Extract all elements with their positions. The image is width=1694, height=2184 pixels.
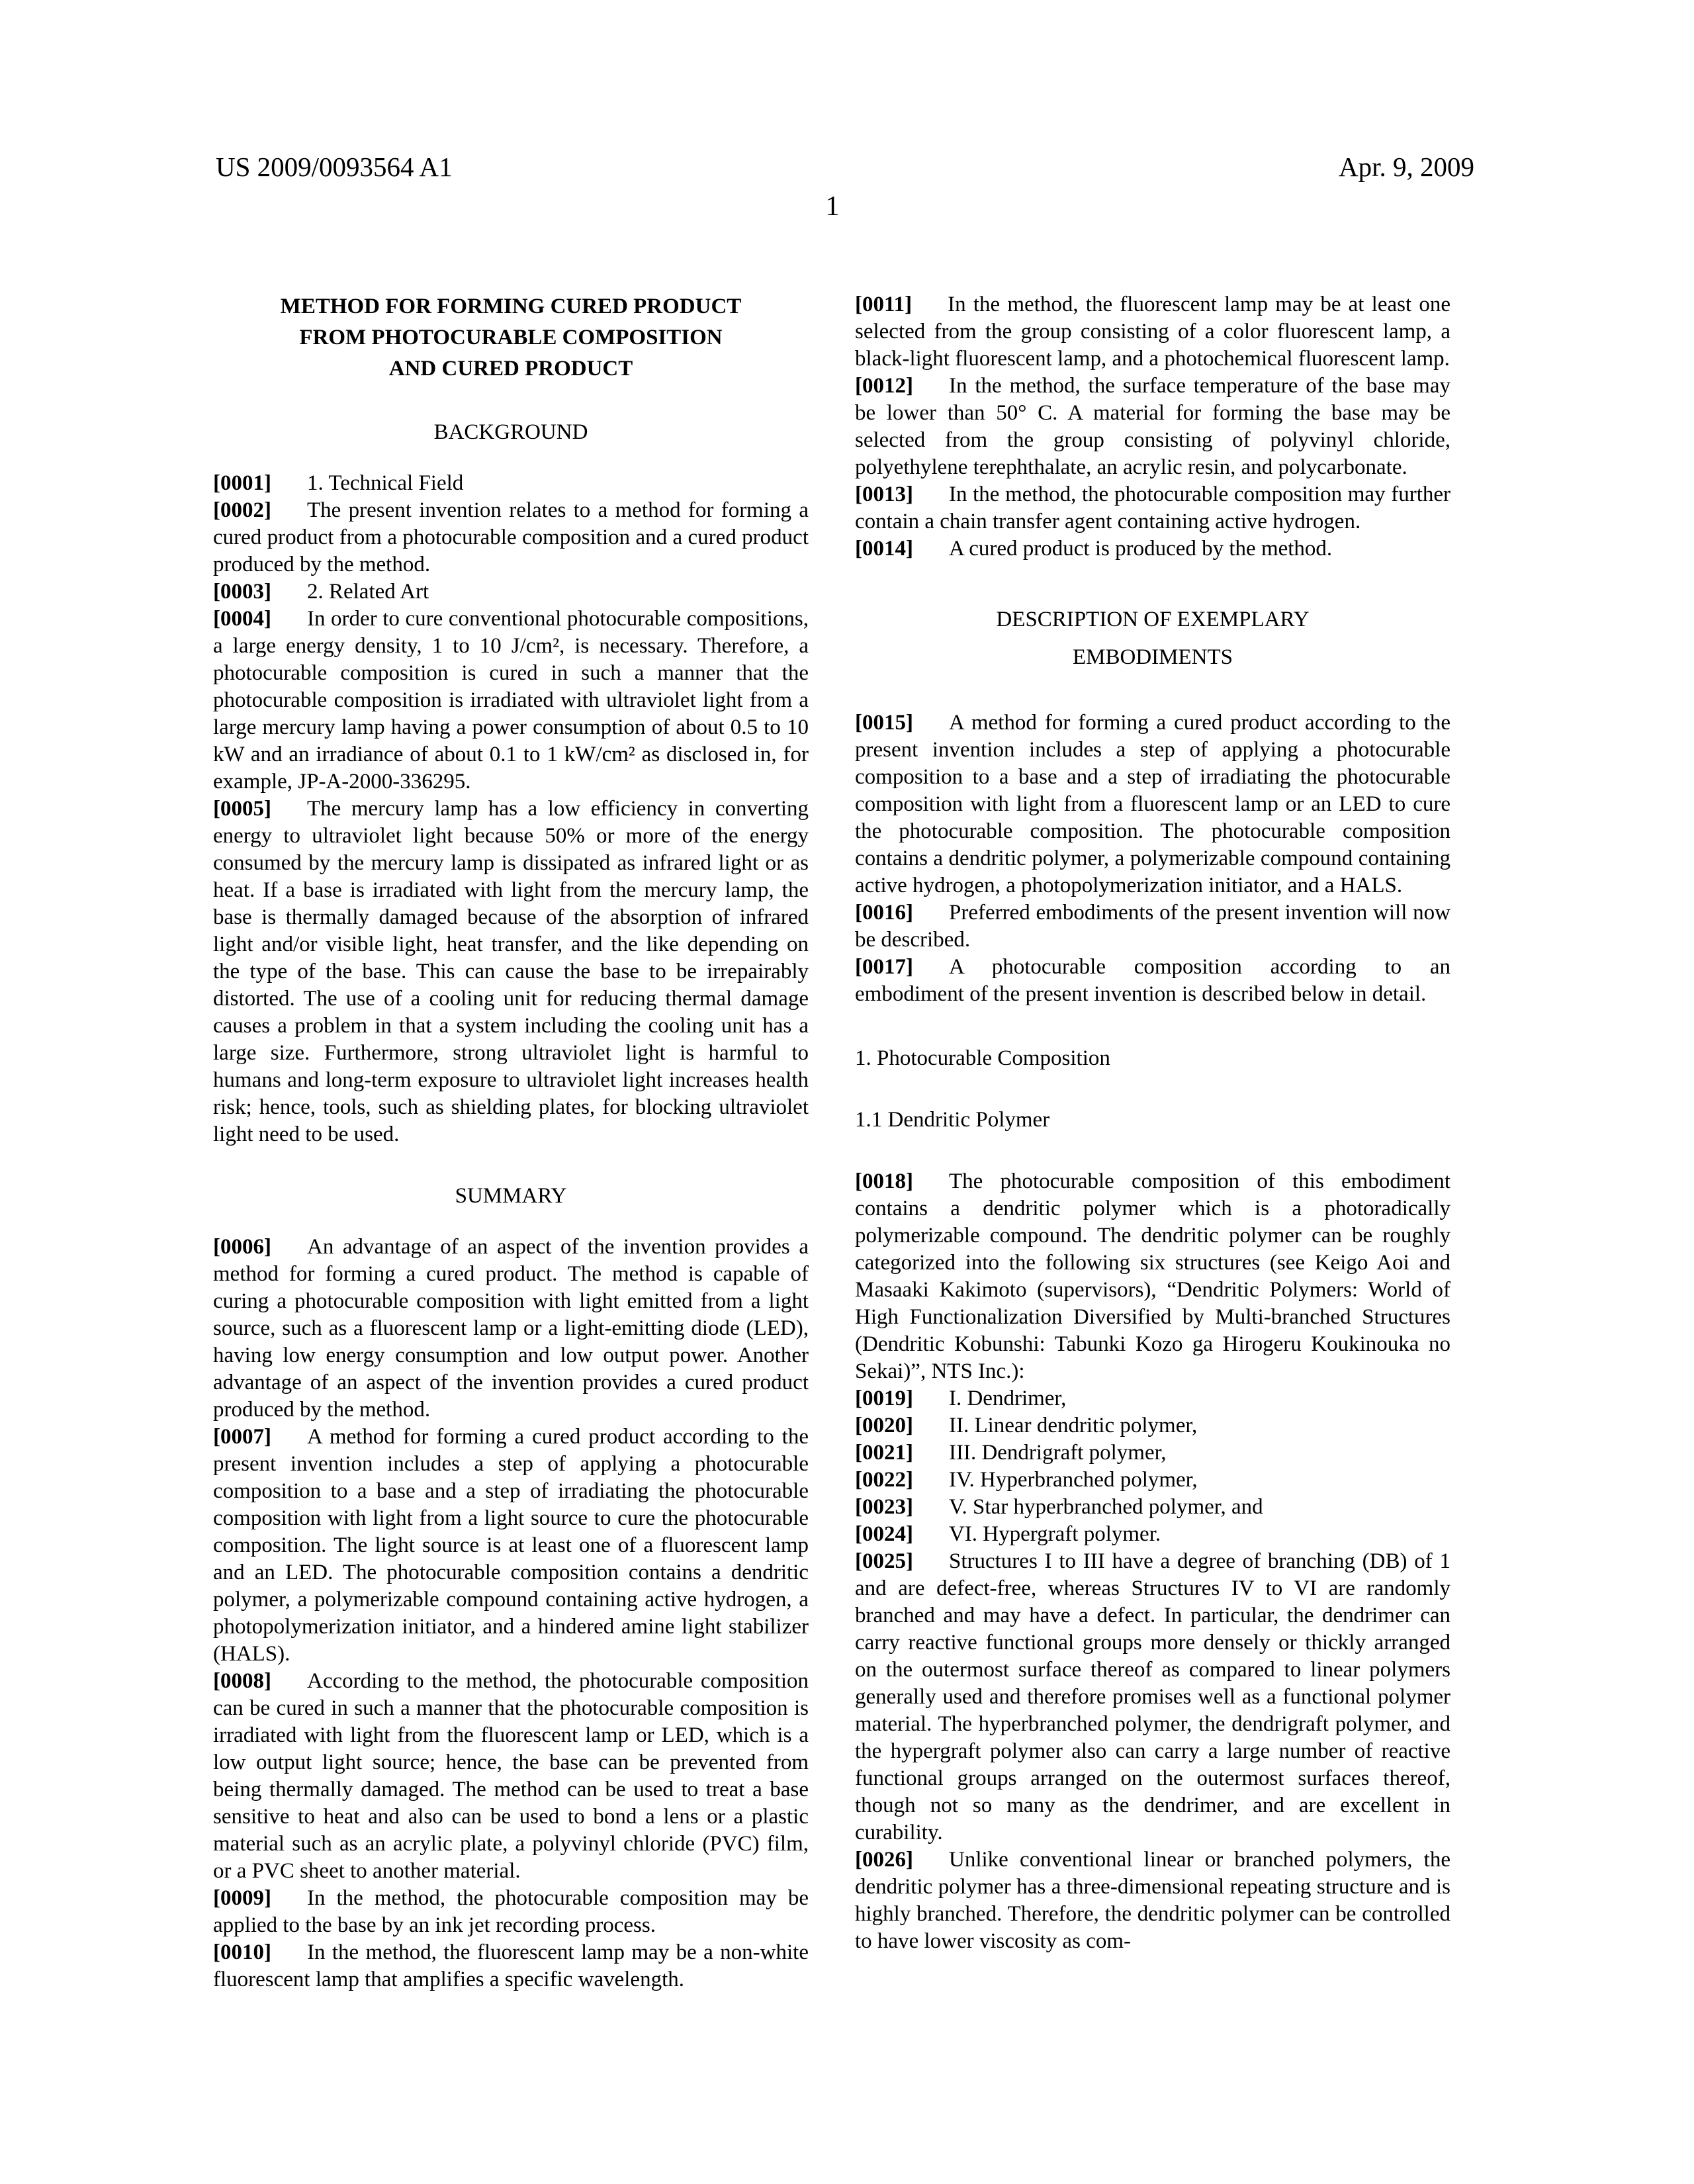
para-0024 xyxy=(855,1521,1450,1548)
paragraph-text: 1. Technical Field xyxy=(306,471,464,495)
para-0002 xyxy=(213,497,809,578)
paragraph-text: V. Star hyperbranched polymer, and xyxy=(948,1495,1263,1519)
paragraph-number: [0009] xyxy=(213,1886,271,1910)
para-0025 xyxy=(855,1548,1450,1846)
paragraph-text: A method for forming a cured product according to the present invention includes a step of applying a photocurable composition to a base and a step of irradiating the photocurable composition with light from a light source to cure the photocurable composition. The light source is at least one of a fluorescent lamp and an LED. The photocurable composition contains a dendritic polymer, a polymerizable compound containing active hydrogen, a photopolymerization initiator, and a hindered amine light stabilizer (HALS). xyxy=(213,1425,809,1666)
left-column xyxy=(213,291,809,1993)
paragraph-text: A photocurable composition according to an embodiment of the present invention is described below in detail. xyxy=(855,955,1450,1006)
subheading-dendritic-polymer: 1.1 Dendritic Polymer xyxy=(855,1108,1050,1132)
section-heading-summary: SUMMARY xyxy=(455,1184,567,1208)
para-0013 xyxy=(855,481,1450,535)
patent-title-line: FROM PHOTOCURABLE COMPOSITION xyxy=(299,326,723,349)
paragraph-text: VI. Hypergraft polymer. xyxy=(948,1522,1161,1546)
paragraph-number: [0013] xyxy=(855,482,913,506)
paragraph-text: II. Linear dendritic polymer, xyxy=(948,1414,1198,1437)
para-0014 xyxy=(855,535,1450,563)
paragraph-number: [0019] xyxy=(855,1387,913,1410)
paragraph-number: [0024] xyxy=(855,1522,913,1546)
para-0026 xyxy=(855,1846,1450,1955)
para-0005 xyxy=(213,796,809,1148)
patent-number: US 2009/0093564 A1 xyxy=(216,152,453,182)
paragraph-number: [0018] xyxy=(855,1169,913,1193)
patent-title-line: AND CURED PRODUCT xyxy=(388,357,633,381)
para-0022 xyxy=(855,1467,1450,1494)
paragraph-text: A method for forming a cured product according to the present invention includes a step of applying a photocurable composition to a base and a step of irradiating the photocurable composition with light from a fluorescent lamp or an LED to cure the photocurable composition. The photocurable composition contains a dendritic polymer, a polymerizable compound containing active hydrogen, a photopolymerization initiator, and a HALS. xyxy=(855,711,1450,897)
paragraph-number: [0003] xyxy=(213,580,271,604)
para-0006 xyxy=(213,1234,809,1424)
right-column xyxy=(855,291,1450,1955)
para-0012 xyxy=(855,373,1450,481)
paragraph-number: [0010] xyxy=(213,1940,271,1964)
para-0004 xyxy=(213,606,809,796)
paragraph-text: I. Dendrimer, xyxy=(948,1387,1067,1410)
para-0010 xyxy=(213,1939,809,1993)
paragraph-text: An advantage of an aspect of the invention provides a method for forming a cured product. The method is capable of curing a photocurable composition with light emitted from a light source, such as a fluorescent lamp or a light-emitting diode (LED), having low energy consumption and low output power. Another advantage of an aspect of the invention provides a cured product produced by the method. xyxy=(213,1235,809,1422)
patent-title xyxy=(213,291,809,385)
paragraph-text: According to the method, the photocurable composition can be cured in such a manner that the photocurable composition is irradiated with light from the fluorescent lamp or LED, which is a low output light source; hence, the base can be prevented from being thermally damaged. The method can be used to treat a base sensitive to heat and also can be used to bond a lens or a plastic material such as an acrylic plate, a polyvinyl chloride (PVC) film, or a PVC sheet to another material. xyxy=(213,1669,809,1883)
paragraph-text: In the method, the photocurable composition may be applied to the base by an ink jet recording process. xyxy=(213,1886,809,1937)
paragraph-number: [0021] xyxy=(855,1441,913,1465)
paragraph-number: [0002] xyxy=(213,498,271,522)
paragraph-number: [0025] xyxy=(855,1549,913,1573)
patent-title-line: METHOD FOR FORMING CURED PRODUCT xyxy=(280,295,742,318)
para-0023 xyxy=(855,1494,1450,1521)
paragraph-number: [0008] xyxy=(213,1669,271,1693)
para-0019 xyxy=(855,1385,1450,1412)
section-heading-line: EMBODIMENTS xyxy=(1072,645,1233,669)
paragraph-text: A cured product is produced by the method. xyxy=(948,537,1333,561)
para-0021 xyxy=(855,1439,1450,1467)
paragraph-text: III. Dendrigraft polymer, xyxy=(948,1441,1167,1465)
para-0020 xyxy=(855,1412,1450,1439)
paragraph-number: [0023] xyxy=(855,1495,913,1519)
paragraph-number: [0022] xyxy=(855,1468,913,1492)
paragraph-number: [0017] xyxy=(855,955,913,979)
section-heading-background: BACKGROUND xyxy=(433,420,588,444)
paragraph-text: The present invention relates to a method for forming a cured product from a photocurable composition and a cured product produced by the method. xyxy=(213,498,809,576)
paragraph-number: [0011] xyxy=(855,293,913,316)
paragraph-text: In order to cure conventional photocurable compositions, a large energy density, 1 to 10 J/cm², is necessary. Therefore, a photocurable composition is cured in such a manner that the photocurable composition is irradiated with ultraviolet light from a large mercury lamp having a power consumption of about 0.5 to 10 kW and an irradiance of about 0.1 to 1 kW/cm² as disclosed in, for example, JP-A-2000-336295. xyxy=(213,607,809,794)
publication-date: Apr. 9, 2009 xyxy=(1339,152,1474,182)
paragraph-text: In the method, the fluorescent lamp may be a non-white fluorescent lamp that amplifies a specific wavelength. xyxy=(213,1940,809,1991)
para-0007 xyxy=(213,1424,809,1668)
para-0001 xyxy=(213,470,809,497)
page-number: 1 xyxy=(825,191,840,222)
para-0018 xyxy=(855,1168,1450,1385)
paragraph-number: [0020] xyxy=(855,1414,913,1437)
para-0017 xyxy=(855,954,1450,1008)
paragraph-text: In the method, the photocurable composition may further contain a chain transfer agent containing active hydrogen. xyxy=(855,482,1450,533)
paragraph-text: In the method, the surface temperature of the base may be lower than 50° C. A material for forming the base may be selected from the group consisting of polyvinyl chloride, polyethylene terephthalate, an acrylic resin, and polycarbonate. xyxy=(855,374,1450,479)
paragraph-text: 2. Related Art xyxy=(306,580,429,604)
para-0008 xyxy=(213,1668,809,1885)
paragraph-number: [0012] xyxy=(855,374,913,398)
paragraph-text: The photocurable composition of this embodiment contains a dendritic polymer which is a photoradically polymerizable compound. The dendritic polymer can be roughly categorized into the following six structures (see Keigo Aoi and Masaaki Kakimoto (supervisors), “Dendritic Polymers: World of High Functionalization Diversified by Multi-branched Structures (Dendritic Kobunshi: Tabunki Kozo ga Hirogeru Koukinouka no Sekai)”, NTS Inc.): xyxy=(855,1169,1450,1383)
paragraph-text: The mercury lamp has a low efficiency in converting energy to ultraviolet light because 50% or more of the energy consumed by the mercury lamp is dissipated as infrared light or as heat. If a base is irradiated with light from the mercury lamp, the base is thermally damaged because of the absorption of infrared light and/or visible light, heat transfer, and the like depending on the type of the base. This can cause the base to be irrepairably distorted. The use of a cooling unit for reducing thermal damage causes a problem in that a system including the cooling unit has a large size. Furthermore, strong ultraviolet light is harmful to humans and long-term exposure to ultraviolet light increases health risk; hence, tools, such as shielding plates, for blocking ultraviolet light need to be used. xyxy=(213,797,809,1146)
paragraph-number: [0001] xyxy=(213,471,271,495)
subheading-photocurable-composition: 1. Photocurable Composition xyxy=(855,1046,1110,1070)
paragraph-number: [0005] xyxy=(213,797,271,821)
para-0009 xyxy=(213,1885,809,1939)
para-0016 xyxy=(855,899,1450,954)
paragraph-text: Preferred embodiments of the present invention will now be described. xyxy=(855,901,1450,952)
paragraph-number: [0015] xyxy=(855,711,913,735)
paragraph-text: In the method, the fluorescent lamp may be at least one selected from the group consisting of a color fluorescent lamp, a black-light fluorescent lamp, and a photochemical fluorescent lamp. xyxy=(855,293,1450,371)
paragraph-text: Unlike conventional linear or branched polymers, the dendritic polymer has a three-dimensional repeating structure and is highly branched. Therefore, the dendritic polymer can be controlled to have lower viscosity as com- xyxy=(855,1848,1450,1953)
paragraph-text: Structures I to III have a degree of branching (DB) of 1 and are defect-free, whereas Structures IV to VI are randomly branched and may have a defect. In particular, the dendrimer can carry reactive functional groups more densely or thickly arranged on the outermost surface thereof as compared to linear polymers generally used and therefore promises well as a functional polymer material. The hyperbranched polymer, the dendrigraft polymer, and the hypergraft polymer also can carry a large number of reactive functional groups arranged on the outermost surfaces thereof, though not so many as the dendrimer, and are excellent in curability. xyxy=(855,1549,1450,1844)
paragraph-number: [0016] xyxy=(855,901,913,925)
paragraph-number: [0014] xyxy=(855,537,913,561)
section-heading-description xyxy=(855,601,1450,676)
paragraph-number: [0006] xyxy=(213,1235,271,1259)
paragraph-text: IV. Hyperbranched polymer, xyxy=(948,1468,1198,1492)
paragraph-number: [0007] xyxy=(213,1425,271,1449)
section-heading-line: DESCRIPTION OF EXEMPLARY xyxy=(996,608,1310,631)
paragraph-number: [0004] xyxy=(213,607,271,631)
para-0003 xyxy=(213,578,809,606)
para-0015 xyxy=(855,709,1450,899)
para-0011 xyxy=(855,291,1450,373)
paragraph-number: [0026] xyxy=(855,1848,913,1872)
